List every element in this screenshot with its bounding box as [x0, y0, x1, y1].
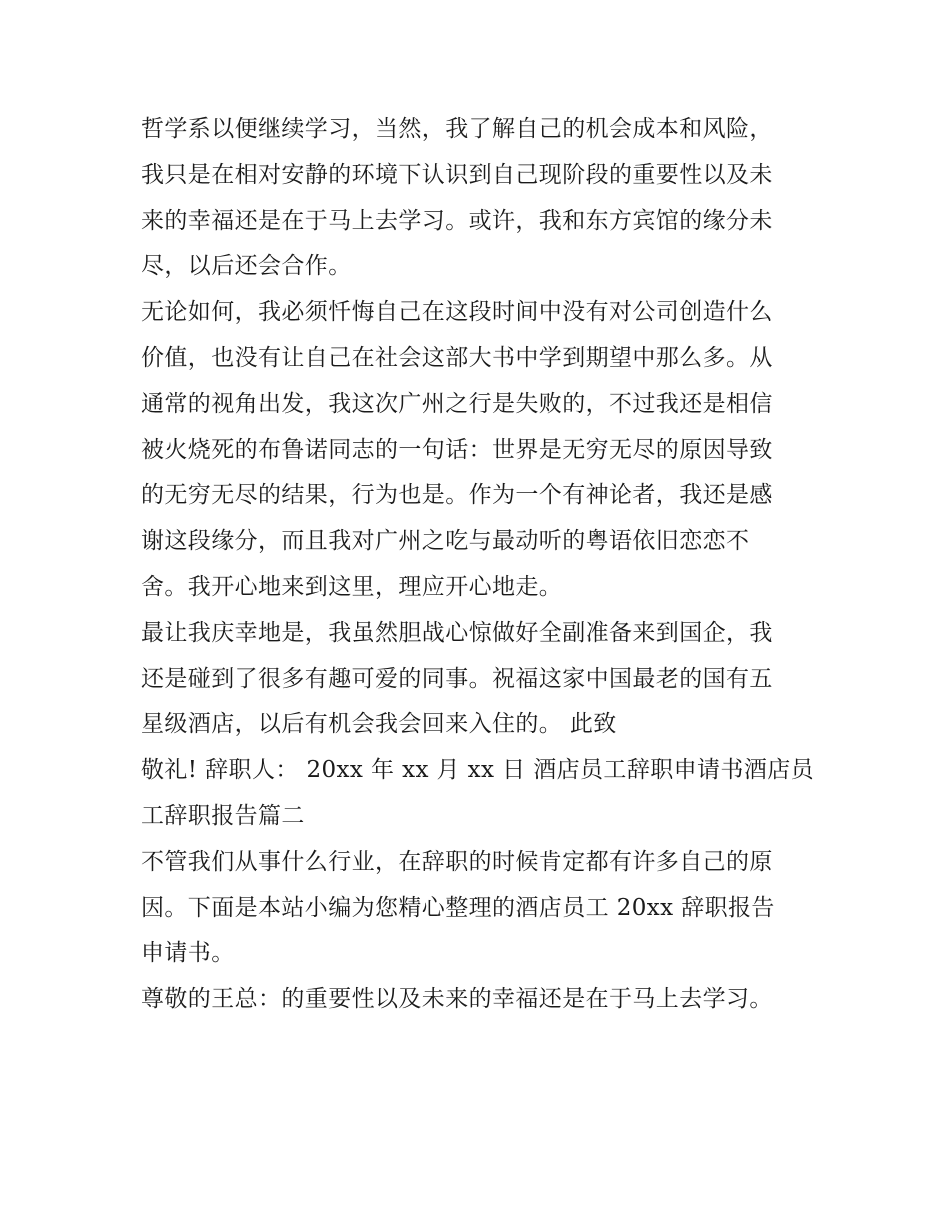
text-line: 哲学系以便继续学习，当然，我了解自己的机会成本和风险，: [141, 116, 773, 142]
text-line: 尊敬的王总：的重要性以及未来的幸福还是在于马上去学习。: [141, 986, 773, 1013]
text-line: 敬礼! 辞职人： 20xx 年 xx 月 xx 日 酒店员工辞职申请书酒店员: [141, 757, 815, 784]
text-line: 尽，以后还会合作。: [141, 253, 352, 280]
text-line: 还是碰到了很多有趣可爱的同事。祝福这家中国最老的国有五: [141, 665, 773, 692]
text-line: 被火烧死的布鲁诺同志的一句话：世界是无穷无尽的原因导致: [141, 436, 773, 463]
text-line: 通常的视角出发，我这次广州之行是失败的，不过我还是相信: [141, 390, 773, 417]
text-line: 因。下面是本站小编为您精心整理的酒店员工 20xx 辞职报告: [141, 894, 775, 921]
text-line: 来的幸福还是在于马上去学习。或许，我和东方宾馆的缘分未: [141, 207, 773, 234]
text-line: 申请书。: [141, 940, 235, 967]
text-line: 工辞职报告篇二: [141, 802, 305, 829]
text-line: 星级酒店，以后有机会我会回来入住的。 此致: [141, 711, 617, 738]
text-line: 我只是在相对安静的环境下认识到自己现阶段的重要性以及未: [141, 161, 773, 188]
body-text: [141, 107, 821, 1023]
text-line: 价值，也没有让自己在社会这部大书中学到期望中那么多。从: [141, 344, 773, 371]
text-line: 不管我们从事什么行业，在辞职的时候肯定都有许多自己的原: [141, 848, 773, 875]
text-line: 最让我庆幸地是，我虽然胆战心惊做好全副准备来到国企，我: [141, 619, 773, 646]
text-line: 的无穷无尽的结果，行为也是。作为一个有神论者，我还是感: [141, 482, 773, 509]
text-line: 谢这段缘分，而且我对广州之吃与最动听的粤语依旧恋恋不: [141, 528, 750, 555]
text-line: 舍。我开心地来到这里，理应开心地走。: [141, 573, 563, 600]
text-line: 无论如何，我必须忏悔自己在这段时间中没有对公司创造什么: [141, 299, 773, 326]
